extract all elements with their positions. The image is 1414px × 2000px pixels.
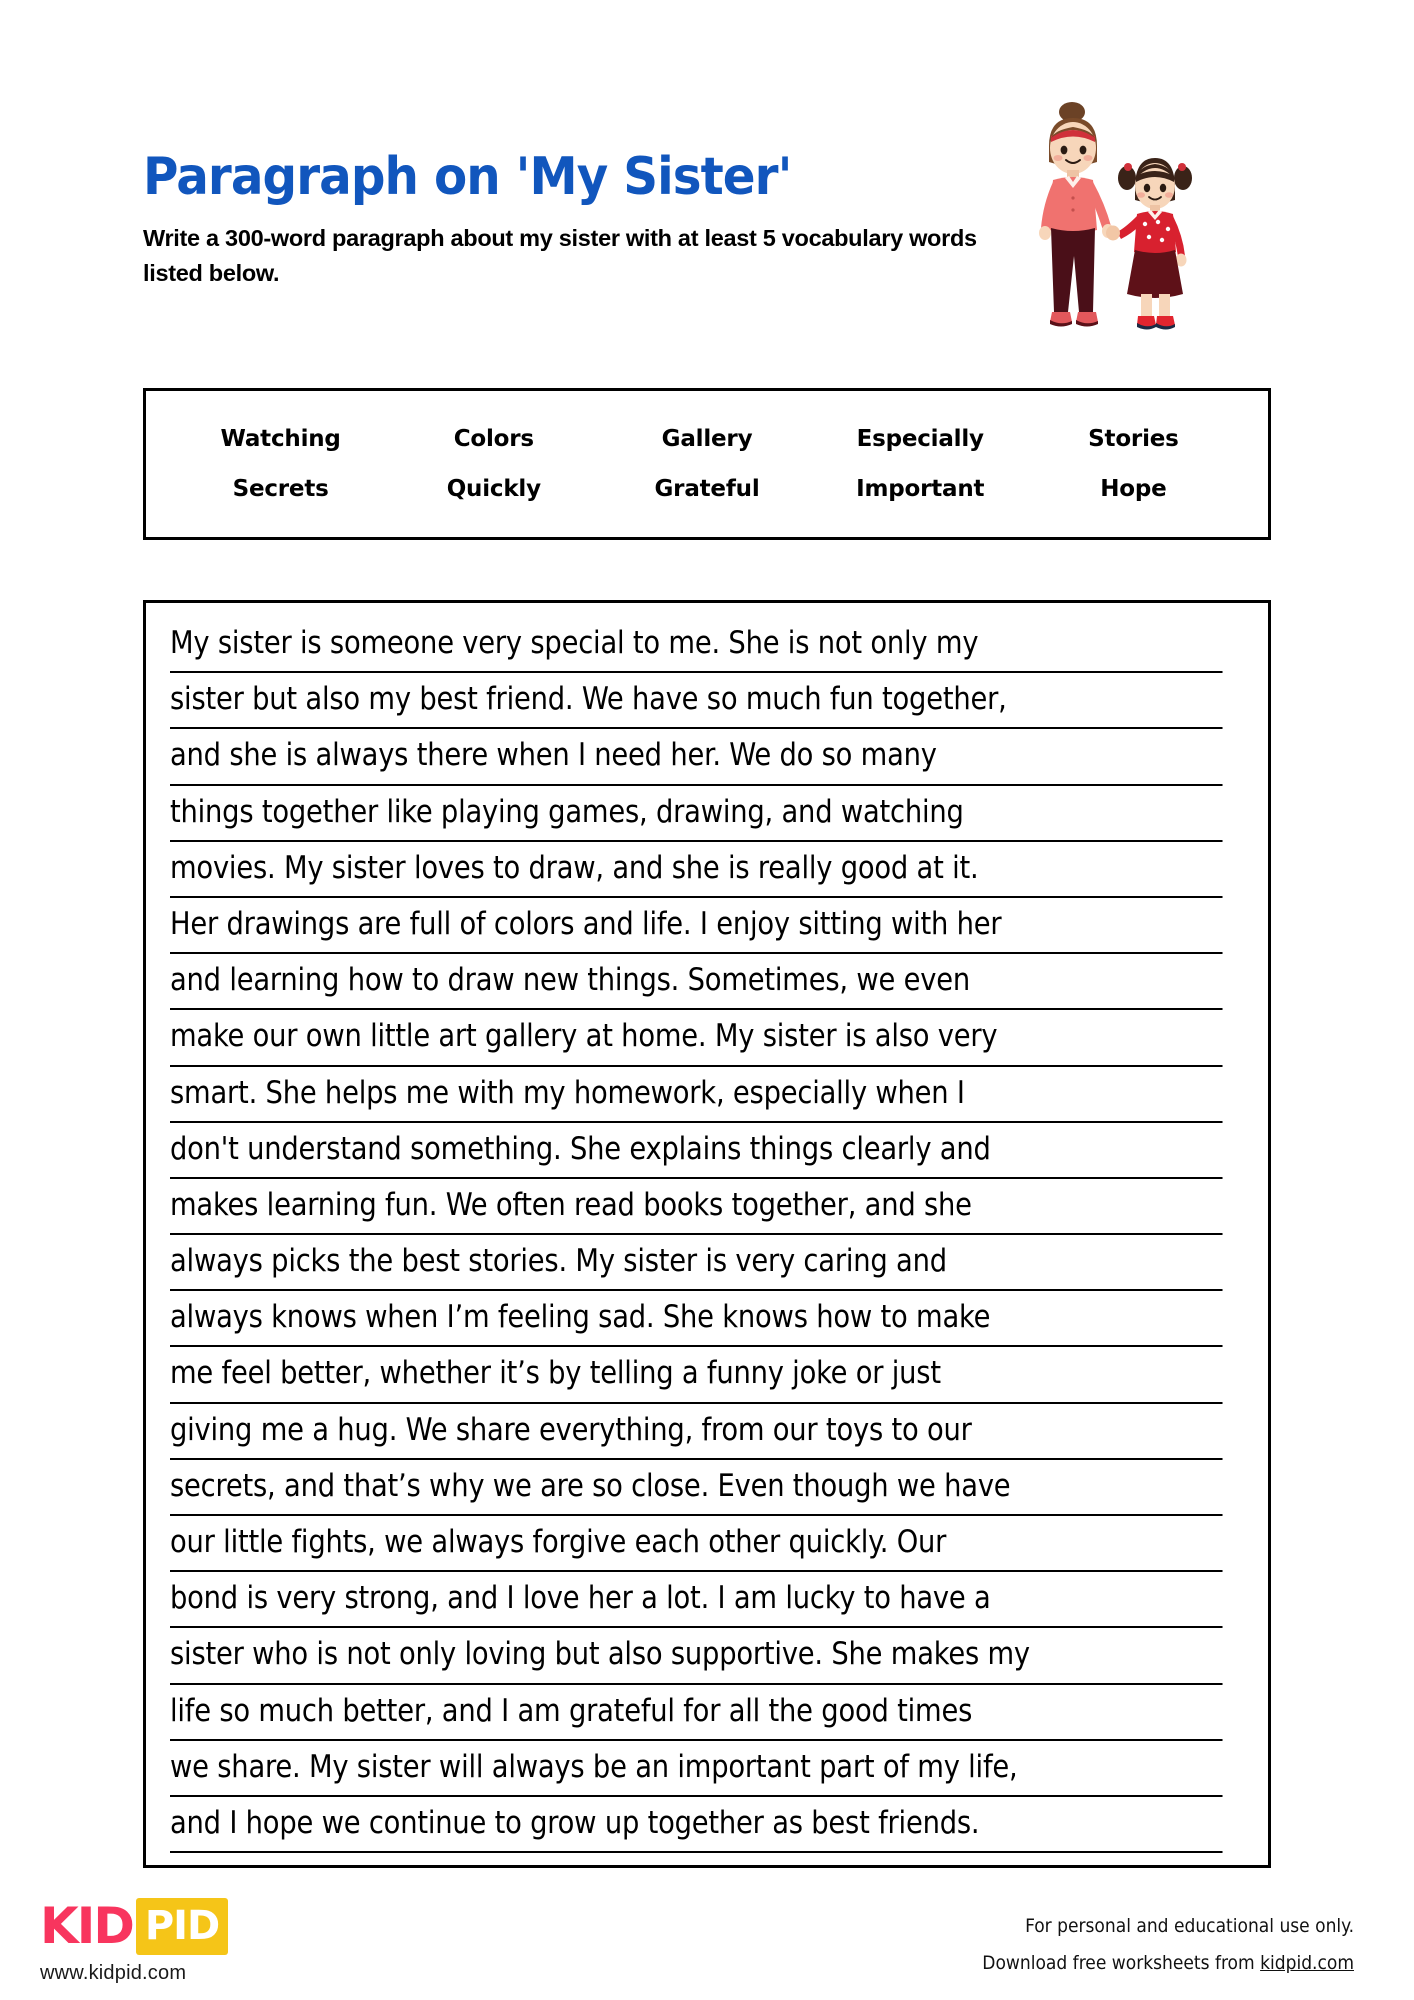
vocabulary-word: Colors [453, 426, 534, 452]
header [143, 147, 1003, 292]
page-title: Paragraph on 'My Sister' [143, 147, 792, 207]
paragraph-line [170, 954, 1223, 1010]
paragraph-line [170, 1010, 1223, 1066]
vocabulary-word-bank [143, 388, 1271, 540]
paragraph-line [170, 673, 1223, 729]
paragraph-line-text: My sister is someone very special to me. She is not only my [170, 625, 979, 661]
paragraph-line-text: sister who is not only loving but also supportive. She makes my [170, 1636, 1030, 1673]
paragraph-line-text: life so much better, and I am grateful for all the good times [170, 1692, 973, 1729]
vocabulary-word: Especially [856, 426, 984, 452]
paragraph-line-text: giving me a hug. We share everything, from our toys to our [170, 1411, 972, 1448]
paragraph-line [170, 842, 1223, 898]
paragraph-line [170, 1123, 1223, 1179]
paragraph-line [170, 617, 1223, 673]
logo-pid-badge: PID [136, 1898, 228, 1955]
paragraph-line-text: bond is very strong, and I love her a lot. I am lucky to have a [170, 1580, 991, 1617]
paragraph-line [170, 786, 1223, 842]
paragraph-line [170, 1460, 1223, 1516]
paragraph-line-text: secrets, and that’s why we are so close. Even though we have [170, 1467, 1011, 1504]
paragraph-line [170, 729, 1223, 785]
paragraph-line [170, 1179, 1223, 1235]
vocabulary-row-1 [174, 414, 1240, 464]
footer-note-line-2 [982, 1945, 1354, 1982]
logo-wordmark [40, 1898, 300, 1954]
paragraph-line-text: we share. My sister will always be an important part of my life, [170, 1748, 1018, 1785]
kidpid-link[interactable]: kidpid.com [1260, 1952, 1354, 1975]
paragraph-line-text: don't understand something. She explains things clearly and [170, 1130, 991, 1167]
footer-note-line-1: For personal and educational use only. [1025, 1915, 1354, 1937]
vocabulary-word: Gallery [661, 426, 753, 452]
paragraph-line-text: smart. She helps me with my homework, especially when I [170, 1074, 965, 1111]
page-subtitle: Write a 300-word paragraph about my sister with at least 5 vocabulary words listed below. [143, 224, 977, 287]
paragraph-answer-box [143, 600, 1271, 1868]
paragraph-line-text: makes learning fun. We often read books together, and she [170, 1186, 972, 1223]
paragraph-line [170, 1235, 1223, 1291]
paragraph-line-text: always picks the best stories. My sister is very caring and [170, 1243, 947, 1280]
vocabulary-word: Important [856, 476, 985, 502]
paragraph-line-text: and learning how to draw new things. Sometimes, we even [170, 962, 970, 999]
vocabulary-word: Secrets [232, 476, 329, 502]
paragraph-line [170, 898, 1223, 954]
paragraph-line-text: movies. My sister loves to draw, and she is really good at it. [170, 849, 979, 886]
vocabulary-word: Hope [1100, 476, 1167, 502]
vocabulary-word: Grateful [654, 476, 760, 502]
kidpid-logo[interactable] [40, 1898, 300, 1985]
footer-note-prefix: Download free worksheets from [982, 1952, 1261, 1975]
vocabulary-word: Quickly [446, 476, 541, 502]
paragraph-line-text: make our own little art gallery at home. My sister is also very [170, 1018, 998, 1055]
sisters-illustration [995, 100, 1245, 390]
paragraph-line-text: always knows when I’m feeling sad. She knows how to make [170, 1299, 991, 1336]
paragraph-line [170, 1291, 1223, 1347]
paragraph-line-text: sister but also my best friend. We have so much fun together, [170, 681, 1007, 718]
paragraph-line-text: and she is always there when I need her. We do so many [170, 737, 937, 774]
logo-kid-text: KID [40, 1897, 133, 1955]
paragraph-line [170, 1067, 1223, 1123]
paragraph-line [170, 1797, 1223, 1853]
paragraph-line-text: our little fights, we always forgive each other quickly. Our [170, 1524, 947, 1560]
paragraph-line [170, 1628, 1223, 1684]
paragraph-line-text: me feel better, whether it’s by telling a funny joke or just [170, 1355, 941, 1392]
paragraph-line [170, 1347, 1223, 1403]
paragraph-line-text: Her drawings are full of colors and life. I enjoy sitting with her [170, 905, 1002, 942]
paragraph-line-text: and I hope we continue to grow up together as best friends. [170, 1804, 980, 1841]
paragraph-line [170, 1685, 1223, 1741]
paragraph-line [170, 1572, 1223, 1628]
paragraph-line [170, 1404, 1223, 1460]
vocabulary-row-2 [174, 464, 1240, 514]
footer-usage-note [982, 1908, 1354, 1982]
vocabulary-word: Watching [220, 426, 341, 452]
paragraph-line-text: things together like playing games, drawing, and watching [170, 793, 964, 830]
vocabulary-word: Stories [1088, 426, 1179, 452]
logo-website-url: www.kidpid.com [40, 1962, 187, 1984]
paragraph-line [170, 1516, 1223, 1572]
paragraph-line [170, 1741, 1223, 1797]
